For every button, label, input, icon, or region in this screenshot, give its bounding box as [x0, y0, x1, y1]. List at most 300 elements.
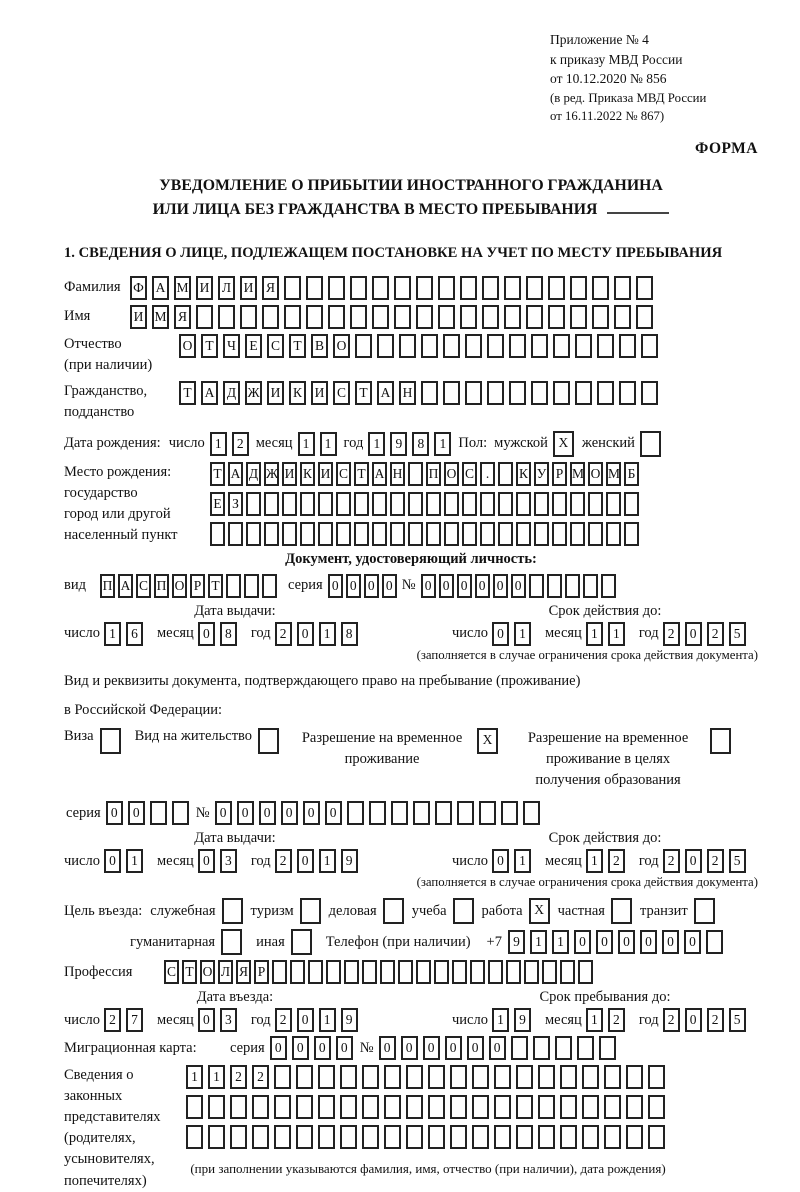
char-box[interactable]: 9 [508, 930, 525, 954]
char-box[interactable]: А [228, 462, 243, 486]
char-box[interactable] [406, 1065, 423, 1089]
char-box[interactable] [372, 522, 387, 546]
char-box[interactable]: М [606, 462, 621, 486]
char-box[interactable] [421, 381, 438, 405]
char-box[interactable] [384, 1125, 401, 1149]
char-box[interactable] [604, 1095, 621, 1119]
char-box[interactable]: 0 [198, 849, 215, 873]
char-box[interactable] [290, 960, 305, 984]
char-box[interactable] [274, 1065, 291, 1089]
char-box[interactable]: 1 [208, 1065, 225, 1089]
char-box[interactable]: 2 [275, 622, 292, 646]
stay-month-boxes[interactable] [586, 1008, 630, 1032]
char-box[interactable] [636, 276, 653, 300]
char-box[interactable]: С [462, 462, 477, 486]
char-box[interactable]: И [196, 276, 213, 300]
char-box[interactable] [516, 1125, 533, 1149]
char-box[interactable] [450, 1095, 467, 1119]
char-box[interactable]: К [289, 381, 306, 405]
char-box[interactable] [399, 334, 416, 358]
doc-number-boxes[interactable] [421, 574, 619, 598]
char-box[interactable]: 1 [104, 622, 121, 646]
char-box[interactable]: Р [190, 574, 205, 598]
legal-reps-input-row3[interactable] [186, 1125, 670, 1149]
identity-expiry-day-boxes[interactable] [492, 622, 536, 646]
char-box[interactable] [614, 305, 631, 329]
char-box[interactable] [504, 305, 521, 329]
char-box[interactable] [480, 522, 495, 546]
char-box[interactable]: О [333, 334, 350, 358]
char-box[interactable]: 5 [729, 1008, 746, 1032]
char-box[interactable] [434, 960, 449, 984]
char-box[interactable] [296, 1095, 313, 1119]
char-box[interactable] [306, 276, 323, 300]
char-box[interactable] [529, 574, 544, 598]
char-box[interactable] [350, 305, 367, 329]
char-box[interactable]: 0 [325, 801, 342, 825]
residence-seriya-boxes[interactable] [106, 801, 194, 825]
char-box[interactable]: 2 [104, 1008, 121, 1032]
char-box[interactable]: В [311, 334, 328, 358]
char-box[interactable] [560, 1125, 577, 1149]
char-box[interactable]: X [477, 728, 498, 754]
char-box[interactable] [380, 960, 395, 984]
doc-seriya-boxes[interactable] [328, 574, 400, 598]
stay-day-boxes[interactable] [492, 1008, 536, 1032]
char-box[interactable]: 0 [314, 1036, 331, 1060]
char-box[interactable] [457, 801, 474, 825]
char-box[interactable] [362, 1095, 379, 1119]
char-box[interactable]: М [152, 305, 169, 329]
char-box[interactable] [413, 801, 430, 825]
char-box[interactable] [350, 276, 367, 300]
char-box[interactable]: 0 [346, 574, 361, 598]
char-box[interactable] [706, 930, 723, 954]
char-box[interactable] [328, 305, 345, 329]
char-box[interactable]: . [480, 462, 495, 486]
char-box[interactable] [547, 574, 562, 598]
char-box[interactable] [428, 1095, 445, 1119]
char-box[interactable] [421, 334, 438, 358]
purpose-other-checkbox[interactable] [291, 929, 312, 955]
char-box[interactable] [450, 1125, 467, 1149]
char-box[interactable] [186, 1095, 203, 1119]
char-box[interactable] [526, 305, 543, 329]
char-box[interactable]: 1 [210, 432, 227, 456]
char-box[interactable] [482, 276, 499, 300]
char-box[interactable] [252, 1125, 269, 1149]
char-box[interactable] [372, 276, 389, 300]
entry-day-boxes[interactable] [104, 1008, 148, 1032]
char-box[interactable] [588, 522, 603, 546]
char-box[interactable] [355, 334, 372, 358]
char-box[interactable] [570, 276, 587, 300]
char-box[interactable] [511, 1036, 528, 1060]
char-box[interactable] [626, 1125, 643, 1149]
char-box[interactable] [306, 305, 323, 329]
char-box[interactable] [641, 381, 658, 405]
char-box[interactable]: И [311, 381, 328, 405]
char-box[interactable]: 1 [368, 432, 385, 456]
char-box[interactable] [416, 305, 433, 329]
char-box[interactable]: 0 [401, 1036, 418, 1060]
char-box[interactable]: 0 [640, 930, 657, 954]
char-box[interactable]: А [201, 381, 218, 405]
char-box[interactable]: К [516, 462, 531, 486]
char-box[interactable]: 3 [220, 849, 237, 873]
char-box[interactable] [291, 929, 312, 955]
char-box[interactable] [498, 522, 513, 546]
char-box[interactable]: А [372, 462, 387, 486]
char-box[interactable] [614, 276, 631, 300]
char-box[interactable]: 0 [493, 574, 508, 598]
char-box[interactable] [300, 898, 321, 924]
char-box[interactable] [710, 728, 731, 754]
char-box[interactable] [274, 1095, 291, 1119]
char-box[interactable] [552, 492, 567, 516]
char-box[interactable] [230, 1125, 247, 1149]
char-box[interactable] [542, 960, 557, 984]
char-box[interactable] [641, 334, 658, 358]
char-box[interactable]: 2 [663, 849, 680, 873]
char-box[interactable] [626, 1095, 643, 1119]
char-box[interactable] [340, 1065, 357, 1089]
char-box[interactable]: С [336, 462, 351, 486]
residence-expiry-day-boxes[interactable] [492, 849, 536, 873]
char-box[interactable] [531, 334, 548, 358]
char-box[interactable] [377, 334, 394, 358]
char-box[interactable]: X [529, 898, 550, 924]
char-box[interactable]: О [444, 462, 459, 486]
char-box[interactable] [450, 1065, 467, 1089]
char-box[interactable] [384, 1065, 401, 1089]
char-box[interactable] [438, 305, 455, 329]
char-box[interactable] [150, 801, 167, 825]
identity-issue-month-boxes[interactable] [198, 622, 242, 646]
residence-issue-day-boxes[interactable] [104, 849, 148, 873]
char-box[interactable]: 0 [492, 849, 509, 873]
char-box[interactable]: 1 [552, 930, 569, 954]
char-box[interactable]: Т [201, 334, 218, 358]
char-box[interactable] [444, 522, 459, 546]
char-box[interactable]: П [154, 574, 169, 598]
purpose-study-checkbox[interactable] [453, 898, 474, 924]
char-box[interactable]: С [164, 960, 179, 984]
char-box[interactable]: Я [236, 960, 251, 984]
char-box[interactable] [582, 1125, 599, 1149]
char-box[interactable] [408, 522, 423, 546]
char-box[interactable]: Е [210, 492, 225, 516]
char-box[interactable] [606, 522, 621, 546]
char-box[interactable] [624, 492, 639, 516]
char-box[interactable]: Л [218, 960, 233, 984]
char-box[interactable] [538, 1125, 555, 1149]
char-box[interactable] [601, 574, 616, 598]
char-box[interactable]: С [267, 334, 284, 358]
char-box[interactable] [406, 1095, 423, 1119]
char-box[interactable] [347, 801, 364, 825]
char-box[interactable] [340, 1125, 357, 1149]
birth-day-boxes[interactable] [210, 432, 254, 456]
residence-issue-month-boxes[interactable] [198, 849, 242, 873]
char-box[interactable]: 2 [275, 1008, 292, 1032]
patronymic-input-boxes[interactable] [179, 334, 663, 358]
edu-residence-permit-checkbox[interactable] [710, 728, 731, 754]
char-box[interactable] [531, 381, 548, 405]
char-box[interactable]: 3 [220, 1008, 237, 1032]
char-box[interactable] [577, 1036, 594, 1060]
gender-male-checkbox[interactable] [553, 431, 574, 457]
char-box[interactable] [318, 1125, 335, 1149]
char-box[interactable] [516, 1065, 533, 1089]
char-box[interactable] [509, 381, 526, 405]
char-box[interactable]: Ж [245, 381, 262, 405]
char-box[interactable] [487, 334, 504, 358]
char-box[interactable]: 9 [514, 1008, 531, 1032]
char-box[interactable]: 0 [511, 574, 526, 598]
char-box[interactable]: Т [355, 381, 372, 405]
char-box[interactable] [570, 492, 585, 516]
profession-input-boxes[interactable] [164, 960, 596, 984]
char-box[interactable] [394, 305, 411, 329]
blank-fill-line[interactable] [607, 201, 669, 214]
char-box[interactable]: 2 [230, 1065, 247, 1089]
char-box[interactable]: О [172, 574, 187, 598]
char-box[interactable]: Я [262, 276, 279, 300]
char-box[interactable] [390, 522, 405, 546]
char-box[interactable] [575, 381, 592, 405]
char-box[interactable]: 0 [379, 1036, 396, 1060]
char-box[interactable]: 0 [685, 1008, 702, 1032]
char-box[interactable]: У [534, 462, 549, 486]
char-box[interactable] [538, 1065, 555, 1089]
purpose-humanitarian-checkbox[interactable] [221, 929, 242, 955]
char-box[interactable]: С [136, 574, 151, 598]
char-box[interactable]: Н [399, 381, 416, 405]
char-box[interactable] [548, 305, 565, 329]
char-box[interactable]: 1 [608, 622, 625, 646]
purpose-transit-checkbox[interactable] [694, 898, 715, 924]
residence-expiry-month-boxes[interactable] [586, 849, 630, 873]
doc-kind-boxes[interactable] [100, 574, 280, 598]
char-box[interactable]: 9 [341, 1008, 358, 1032]
char-box[interactable]: 7 [126, 1008, 143, 1032]
char-box[interactable] [534, 522, 549, 546]
char-box[interactable] [218, 305, 235, 329]
char-box[interactable] [228, 522, 243, 546]
char-box[interactable] [328, 276, 345, 300]
char-box[interactable]: Т [208, 574, 223, 598]
char-box[interactable] [460, 276, 477, 300]
char-box[interactable] [582, 1065, 599, 1089]
birth-year-boxes[interactable] [368, 432, 456, 456]
identity-issue-day-boxes[interactable] [104, 622, 148, 646]
char-box[interactable] [533, 1036, 550, 1060]
char-box[interactable] [416, 960, 431, 984]
char-box[interactable]: И [240, 276, 257, 300]
legal-reps-input-row1[interactable] [186, 1065, 670, 1089]
char-box[interactable] [636, 305, 653, 329]
char-box[interactable] [296, 1065, 313, 1089]
char-box[interactable] [597, 334, 614, 358]
char-box[interactable] [300, 522, 315, 546]
char-box[interactable] [619, 381, 636, 405]
char-box[interactable] [624, 522, 639, 546]
char-box[interactable]: Ч [223, 334, 240, 358]
residence-permit-checkbox[interactable] [258, 728, 279, 754]
char-box[interactable]: Е [245, 334, 262, 358]
char-box[interactable]: 8 [412, 432, 429, 456]
char-box[interactable] [482, 305, 499, 329]
char-box[interactable] [523, 801, 540, 825]
gender-female-checkbox[interactable] [640, 431, 661, 457]
char-box[interactable] [186, 1125, 203, 1149]
char-box[interactable]: Р [552, 462, 567, 486]
char-box[interactable] [534, 492, 549, 516]
char-box[interactable] [498, 492, 513, 516]
char-box[interactable] [318, 522, 333, 546]
char-box[interactable]: 1 [319, 622, 336, 646]
char-box[interactable]: 2 [275, 849, 292, 873]
char-box[interactable]: 0 [467, 1036, 484, 1060]
char-box[interactable]: 1 [514, 622, 531, 646]
char-box[interactable] [230, 1095, 247, 1119]
char-box[interactable]: 0 [328, 574, 343, 598]
char-box[interactable] [221, 929, 242, 955]
char-box[interactable] [258, 728, 279, 754]
char-box[interactable]: 0 [662, 930, 679, 954]
char-box[interactable] [394, 276, 411, 300]
surname-input-boxes[interactable] [130, 276, 658, 300]
char-box[interactable] [390, 492, 405, 516]
identity-expiry-year-boxes[interactable] [663, 622, 751, 646]
char-box[interactable]: 0 [281, 801, 298, 825]
char-box[interactable]: 1 [586, 622, 603, 646]
char-box[interactable] [438, 276, 455, 300]
char-box[interactable] [196, 305, 213, 329]
char-box[interactable]: 0 [439, 574, 454, 598]
char-box[interactable] [506, 960, 521, 984]
char-box[interactable] [504, 276, 521, 300]
char-box[interactable]: 1 [126, 849, 143, 873]
char-box[interactable] [426, 492, 441, 516]
char-box[interactable]: 0 [270, 1036, 287, 1060]
purpose-official-checkbox[interactable] [222, 898, 243, 924]
char-box[interactable]: П [100, 574, 115, 598]
char-box[interactable] [648, 1095, 665, 1119]
char-box[interactable] [575, 334, 592, 358]
char-box[interactable] [428, 1125, 445, 1149]
char-box[interactable] [406, 1125, 423, 1149]
char-box[interactable] [264, 492, 279, 516]
char-box[interactable] [344, 960, 359, 984]
char-box[interactable]: 9 [390, 432, 407, 456]
residence-expiry-year-boxes[interactable] [663, 849, 751, 873]
char-box[interactable] [487, 381, 504, 405]
char-box[interactable]: 0 [128, 801, 145, 825]
char-box[interactable] [611, 898, 632, 924]
char-box[interactable] [472, 1065, 489, 1089]
char-box[interactable]: 8 [220, 622, 237, 646]
char-box[interactable] [555, 1036, 572, 1060]
char-box[interactable] [570, 305, 587, 329]
char-box[interactable]: 0 [336, 1036, 353, 1060]
char-box[interactable]: 2 [707, 849, 724, 873]
char-box[interactable]: 1 [434, 432, 451, 456]
char-box[interactable] [408, 462, 423, 486]
char-box[interactable] [362, 1125, 379, 1149]
char-box[interactable] [428, 1065, 445, 1089]
char-box[interactable]: Ф [130, 276, 147, 300]
char-box[interactable] [300, 492, 315, 516]
char-box[interactable]: М [570, 462, 585, 486]
char-box[interactable] [648, 1065, 665, 1089]
visa-checkbox[interactable] [100, 728, 121, 754]
char-box[interactable] [318, 1065, 335, 1089]
char-box[interactable] [516, 522, 531, 546]
birth-place-input-row1[interactable] [210, 462, 642, 486]
char-box[interactable]: Л [218, 276, 235, 300]
char-box[interactable] [252, 1095, 269, 1119]
char-box[interactable] [208, 1095, 225, 1119]
char-box[interactable]: О [588, 462, 603, 486]
char-box[interactable]: 2 [608, 849, 625, 873]
char-box[interactable] [588, 492, 603, 516]
char-box[interactable]: 2 [252, 1065, 269, 1089]
char-box[interactable]: О [179, 334, 196, 358]
char-box[interactable] [560, 960, 575, 984]
char-box[interactable] [222, 898, 243, 924]
char-box[interactable] [362, 960, 377, 984]
char-box[interactable] [599, 1036, 616, 1060]
char-box[interactable] [462, 522, 477, 546]
char-box[interactable] [340, 1095, 357, 1119]
char-box[interactable]: Б [624, 462, 639, 486]
citizenship-input-boxes[interactable] [179, 381, 663, 405]
char-box[interactable]: 1 [586, 1008, 603, 1032]
purpose-tourism-checkbox[interactable] [300, 898, 321, 924]
char-box[interactable] [578, 960, 593, 984]
migration-seriya-boxes[interactable] [270, 1036, 358, 1060]
char-box[interactable]: С [333, 381, 350, 405]
temp-residence-permit-checkbox[interactable] [477, 728, 498, 754]
char-box[interactable]: 0 [457, 574, 472, 598]
birth-place-input-row3[interactable] [210, 522, 642, 546]
stay-year-boxes[interactable] [663, 1008, 751, 1032]
char-box[interactable]: 0 [574, 930, 591, 954]
char-box[interactable] [640, 431, 661, 457]
char-box[interactable] [354, 522, 369, 546]
char-box[interactable] [262, 574, 277, 598]
residence-number-boxes[interactable] [215, 801, 545, 825]
char-box[interactable]: А [118, 574, 133, 598]
char-box[interactable]: 0 [423, 1036, 440, 1060]
char-box[interactable] [244, 574, 259, 598]
purpose-business-checkbox[interactable] [383, 898, 404, 924]
purpose-work-checkbox[interactable] [529, 898, 550, 924]
char-box[interactable] [452, 960, 467, 984]
char-box[interactable]: Н [390, 462, 405, 486]
char-box[interactable] [318, 1095, 335, 1119]
char-box[interactable] [570, 522, 585, 546]
identity-expiry-month-boxes[interactable] [586, 622, 630, 646]
char-box[interactable] [372, 492, 387, 516]
char-box[interactable] [604, 1125, 621, 1149]
char-box[interactable] [372, 305, 389, 329]
char-box[interactable]: 0 [382, 574, 397, 598]
char-box[interactable]: М [174, 276, 191, 300]
char-box[interactable] [264, 522, 279, 546]
